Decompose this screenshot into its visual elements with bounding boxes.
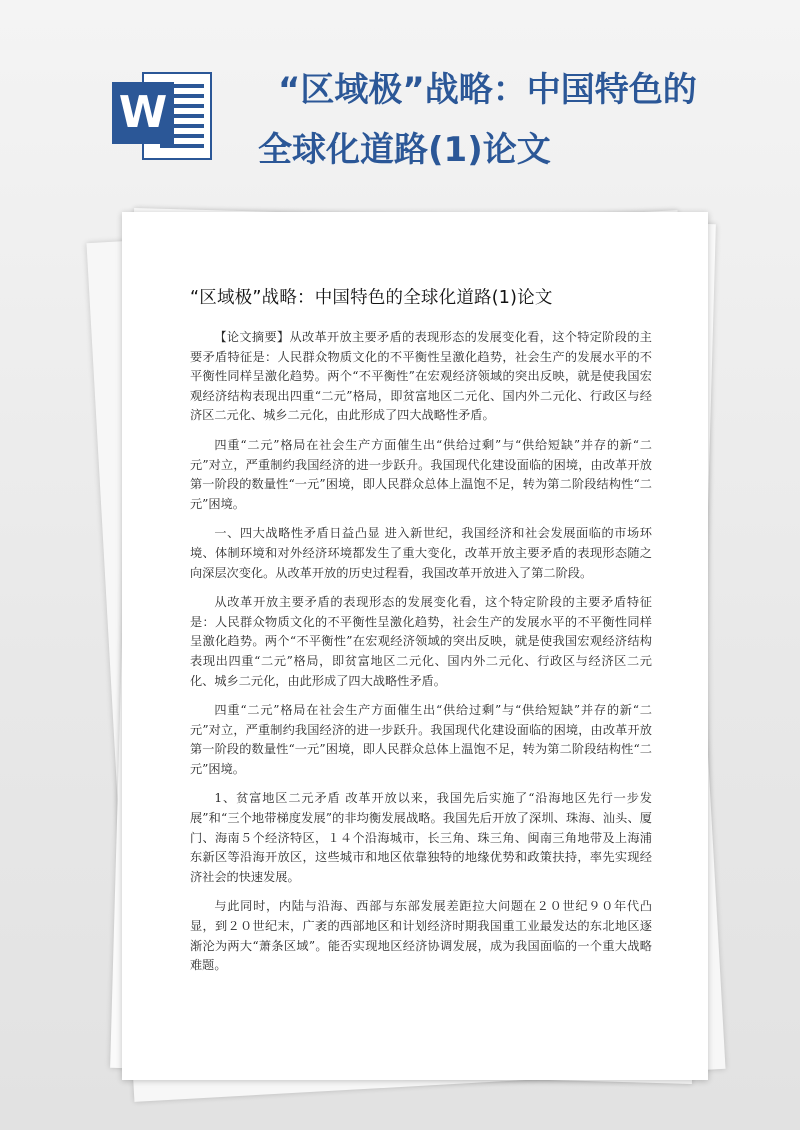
header-title <box>258 60 738 180</box>
paragraph: 四重“二元”格局在社会生产方面催生出“供给过剩”与“供给短缺”并存的新“二元”对立，严重制约我国经济的进一步跃升。我国现代化建设面临的困境，由改革开放第一阶段的数量性“一元”困境，即人民群众总体上温饱不足，转为第二阶段结构性“二元”困境。 <box>190 437 652 511</box>
document-title: “区域极”战略：中国特色的全球化道路(1)论文 <box>190 288 553 308</box>
paragraph: 1、贫富地区二元矛盾 改革开放以来，我国先后实施了“沿海地区先行一步发展”和“三个地带梯度发展”的非均衡发展战略。我国先后开放了深圳、珠海、汕头、厦门、海南５个经济特区，１４个沿海城市，长三角、珠三角、闽南三角地带及上海浦东新区等沿海开放区，这些城市和地区依靠独特的地缘优势和政策扶持，率先实现经济社会的快速发展。 <box>190 791 652 884</box>
paragraph-abstract: 【论文摘要】从改革开放主要矛盾的表现形态的发展变化看，这个特定阶段的主要矛盾特征是：人民群众物质文化的不平衡性呈激化趋势，社会生产的发展水平的不平衡性同样呈激化趋势。两个“不平衡性”在宏观经济领域的突出反映，就是使我国宏观经济结构表现出四重“二元”格局，即贫富地区二元化、国内外二元化、行政区与经济区二元化、城乡二元化，由此形成了四大战略性矛盾。 <box>190 330 652 423</box>
paragraph: 四重“二元”格局在社会生产方面催生出“供给过剩”与“供给短缺”并存的新“二元”对立，严重制约我国经济的进一步跃升。我国现代化建设面临的困境，由改革开放第一阶段的数量性“一元”困境，即人民群众总体上温饱不足，转为第二阶段结构性“二元”困境。 <box>190 703 652 776</box>
header-title-line-2: 全球化道路(1)论文 <box>258 130 551 170</box>
document-body <box>190 328 652 986</box>
paragraph: 与此同时，内陆与沿海、西部与东部发展差距拉大问题在２０世纪９０年代凸显，到２０世纪末，广袤的西部地区和计划经济时期我国重工业最发达的东北地区逐渐沦为两大“萧条区域”。能否实现地区经济协调发展，成为我国面临的一个重大战略难题。 <box>190 899 652 973</box>
header-title-line-1: “区域极”战略：中国特色的 <box>278 70 697 110</box>
document-page <box>122 212 708 1080</box>
paragraph: 从改革开放主要矛盾的表现形态的发展变化看，这个特定阶段的主要矛盾特征是：人民群众物质文化的不平衡性呈激化趋势，社会生产的发展水平的不平衡性同样呈激化趋势。两个“不平衡性”在宏观经济领域的突出反映，就是使我国宏观经济结构表现出四重“二元”格局，即贫富地区二元化、国内外二元化、行政区与经济区二元化、城乡二元化，由此形成了四大战略性矛盾。 <box>190 595 652 688</box>
word-badge: W <box>112 82 174 144</box>
word-doc-icon <box>112 68 216 164</box>
paragraph: 一、四大战略性矛盾日益凸显 进入新世纪，我国经济和社会发展面临的市场环境、体制环境和对外经济环境都发生了重大变化，改革开放主要矛盾的表现形态随之向深层次变化。从改革开放的历史过程看，我国改革开放进入了第二阶段。 <box>190 526 652 580</box>
